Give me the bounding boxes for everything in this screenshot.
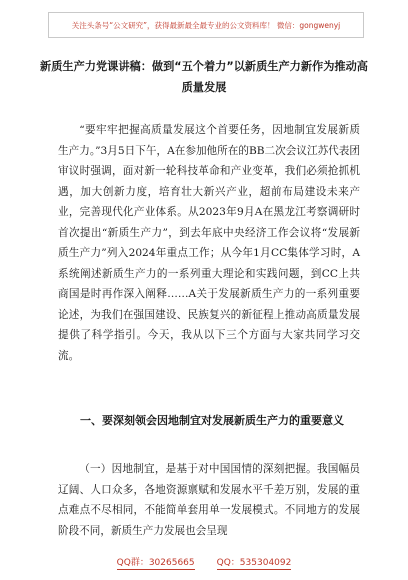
paragraph-intro: “要牢牢把握高质量发展这个首要任务，因地制宜发展新质生产力。”3月5日下午，A在参加他所在的BB二次会议江苏代表团审议时强调，面对新一轮科技革命和产业变革，我们必须抢抓机遇，加大创新力度，培育壮大新兴产业，超前布局建设未来产业，完善现代化产业体系。从2023年9月A在黑龙江考察调研时首次提出“新质生产力”，到去年底中央经济工作会议将“发展新质生产力”列入2024年重点工作；从今年1月CC集体学习时，A系统阐述新质生产力的一系列重大理论和实践问题，到CC上共商国是时再作深入阐释……A关于发展新质生产力的一系列重要论述，为我们在强国建设、民族复兴的新征程上推动高质量发展提供了科学指引。今天，我从以下三个方面与大家共同学习交流。 <box>58 124 360 362</box>
footer-qq-group: QQ群：30265665 <box>116 558 195 568</box>
section-heading-1: 一、要深刻领会因地制宜对发展新质生产力的重要意义 <box>80 414 344 427</box>
banner-text: 关注头条号“公文研究”，获得最新最全最专业的公文资料库！ 微信：gongwenyj <box>71 20 341 30</box>
footer-qq: QQ：535304092 <box>216 558 292 568</box>
paragraph-section-1: （一）因地制宜，是基于对中国国情的深刻把握。我国幅员辽阔、人口众多，各地资源禀赋和发展水平千差万别，发展的重点难点不尽相同，不能简单套用单一发展模式。不同地方的发展阶段不同，新质生产力发展也会呈现 <box>58 463 360 537</box>
footer <box>0 557 408 570</box>
document-title: 新质生产力党课讲稿：做到“五个着力”以新质生产力新作为推动高质量发展 <box>40 60 368 94</box>
header-banner <box>48 12 364 38</box>
